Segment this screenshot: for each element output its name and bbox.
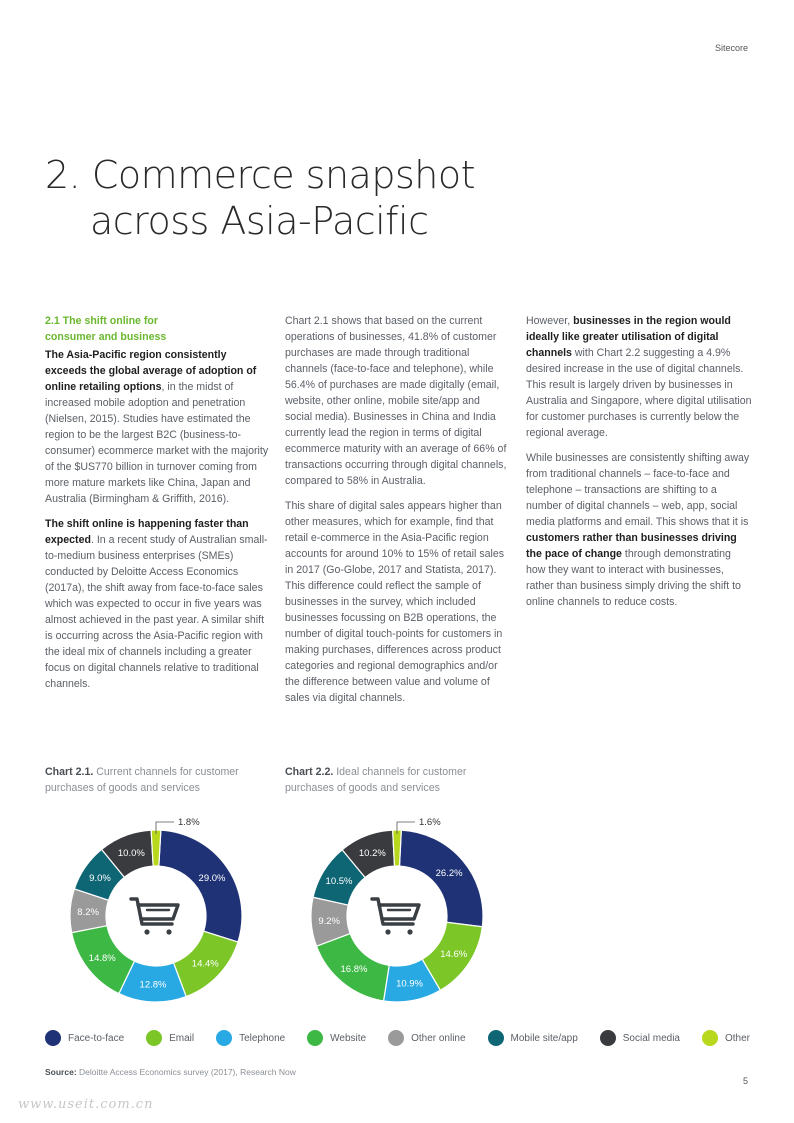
title-line-2: across Asia-Pacific [90,199,429,243]
legend-label: Social media [622,1032,680,1044]
body-text: However, [526,315,574,327]
legend-label: Mobile site/app [510,1032,578,1044]
paragraph [45,516,269,692]
caption-label: Chart 2.1. [45,766,94,778]
slice-label-social-media: 10.2% [358,848,386,860]
body-text: through demonstrating how they want to interact with businesses, rather than business simply driving the shift to online channels to reduce costs. [526,548,741,608]
paragraph [526,313,752,441]
legend-item-website [307,1030,366,1046]
legend-label: Other online [411,1032,466,1044]
legend-item-other [702,1030,750,1046]
caption-text: Ideal channels for customer purchases of goods and services [285,766,467,794]
slice-label-telephone: 12.8% [139,979,167,991]
legend-item-mobile-site-app [488,1030,578,1046]
text-column-1 [45,313,269,701]
legend-swatch [702,1030,718,1046]
legend-label: Face-to-face [68,1032,125,1044]
text-column-2 [285,313,509,715]
section-heading [45,313,269,345]
source-text: Deloitte Access Economics survey (2017), Research Now [76,1067,296,1077]
legend-swatch [488,1030,504,1046]
slice-label-mobile-site-app: 9.0% [89,872,111,884]
legend-item-telephone [216,1030,285,1046]
legend-swatch [216,1030,232,1046]
slice-label-other-online: 9.2% [318,916,340,928]
body-text: , in the midst of increased mobile adoption and penetration (Nielsen, 2015). Studies have estimated the region to be the largest B2C (business-to-consumer) ecommerce market with the majority of the $US770 billion in turnover coming from more mature markets like China, Japan and Australia (Birmingham & Griffith, 2016). [45,381,269,505]
legend-swatch [388,1030,404,1046]
legend-swatch [45,1030,61,1046]
chart-1-caption [45,764,270,796]
slice-label-telephone: 10.9% [396,978,424,990]
legend-item-face-to-face [45,1030,124,1046]
bold-text: The shift online is happening faster than expected [45,518,249,546]
paragraph [45,347,269,507]
slice-label-website: 14.8% [88,953,116,965]
bold-text: The Asia-Pacific region consistently exceeds the global average of adoption of online retailing options [45,349,257,393]
page-title [45,152,475,244]
bold-text: customers rather than businesses driving the pace of change [526,532,737,560]
title-line-1: 2. Commerce snapshot [45,153,475,197]
legend-label: Email [169,1032,195,1044]
chart-legend [45,1030,750,1046]
slice-label-other: 1.8% [178,817,200,828]
slice-label-face-to-face: 29.0% [198,872,226,884]
page-number: 5 [742,1076,748,1086]
legend-swatch [307,1030,323,1046]
section-heading-line-1: 2.1 The shift online for [45,315,159,327]
chart-2-caption [285,764,510,796]
legend-label: Website [330,1032,367,1044]
shopping-cart-icon [131,899,178,935]
body-text: While businesses are consistently shifting away from traditional channels – face-to-face and telephone – transactions are shifting to a number of digital channels – web, app, social media platforms and email. This shows that it is [526,452,750,528]
caption-text: Current channels for customer purchases of goods and services [45,766,239,794]
slice-other [393,830,402,866]
slice-label-face-to-face: 26.2% [435,867,463,879]
legend-swatch [600,1030,616,1046]
slice-label-other: 1.6% [419,817,441,828]
donut-chart-ideal [297,816,497,1016]
donut-chart-current [56,816,256,1016]
legend-item-other-online [388,1030,465,1046]
caption-label: Chart 2.2. [285,766,334,778]
legend-item-social-media [600,1030,680,1046]
body-text: with Chart 2.2 suggesting a 4.9% desired increase in the use of digital channels. This result is largely driven by businesses in Australia and Singapore, where digital utilisation for customer purchases is currently below the regional average. [526,347,752,439]
text-column-3 [526,313,752,619]
legend-label: Telephone [239,1032,286,1044]
paragraph [526,450,752,610]
slice-label-mobile-site-app: 10.5% [325,875,353,887]
shopping-cart-icon [372,899,419,935]
legend-item-email [146,1030,194,1046]
slice-label-website: 16.8% [340,964,368,976]
legend-label: Other [724,1032,750,1044]
body-text: . In a recent study of Australian small-to-medium business enterprises (SMEs) conducted by Deloitte Access Economics (2017a), the shift away from face-to-face sales which was expected to occur in five years was almost achieved in the past year. A similar shift is occurring across the Asia-Pacific region with the ideal mix of channels including a greater focus on digital channels relative to traditional channels. [45,534,268,690]
paragraph: This share of digital sales appears higher than other measures, which for example, find that retail e-commerce in the Asia-Pacific region accounts for around 10% to 15% of retail sales in 2017 (Go-Globe, 2017 and Statista, 2017). This difference could reflect the sample of businesses in the survey, which included businesses focussing on B2B operations, the number of digital touch-points for customers in making purchases, differences across product categories and regional demographics and/or the difference between value and volume of sales via digital channels. [285,500,505,704]
paragraph: Chart 2.1 shows that based on the current operations of businesses, 41.8% of customer purchases are made through traditional channels (face-to-face and telephone), while 56.4% of purchases are made digitally (email, website, other online, mobile site/app and social media). Businesses in China and India currently lead the region in terms of digital ecommerce maturity with an average of 66% of transactions occurring through digital channels, compared to 58% in Australia. [285,315,507,487]
slice-label-other-online: 8.2% [77,907,99,919]
watermark: www.useit.com.cn [18,1097,154,1112]
bold-text: businesses in the region would ideally like greater utilisation of digital channels [526,315,731,359]
slice-other [151,830,161,866]
brand-name: Sitecore [714,43,748,53]
legend-swatch [146,1030,162,1046]
source-label: Source: [45,1067,77,1077]
section-heading-line-2: consumer and business [45,331,167,343]
slice-label-social-media: 10.0% [117,848,145,860]
slice-label-email: 14.6% [440,949,468,961]
slice-label-email: 14.4% [191,958,219,970]
source-note [45,1067,296,1077]
